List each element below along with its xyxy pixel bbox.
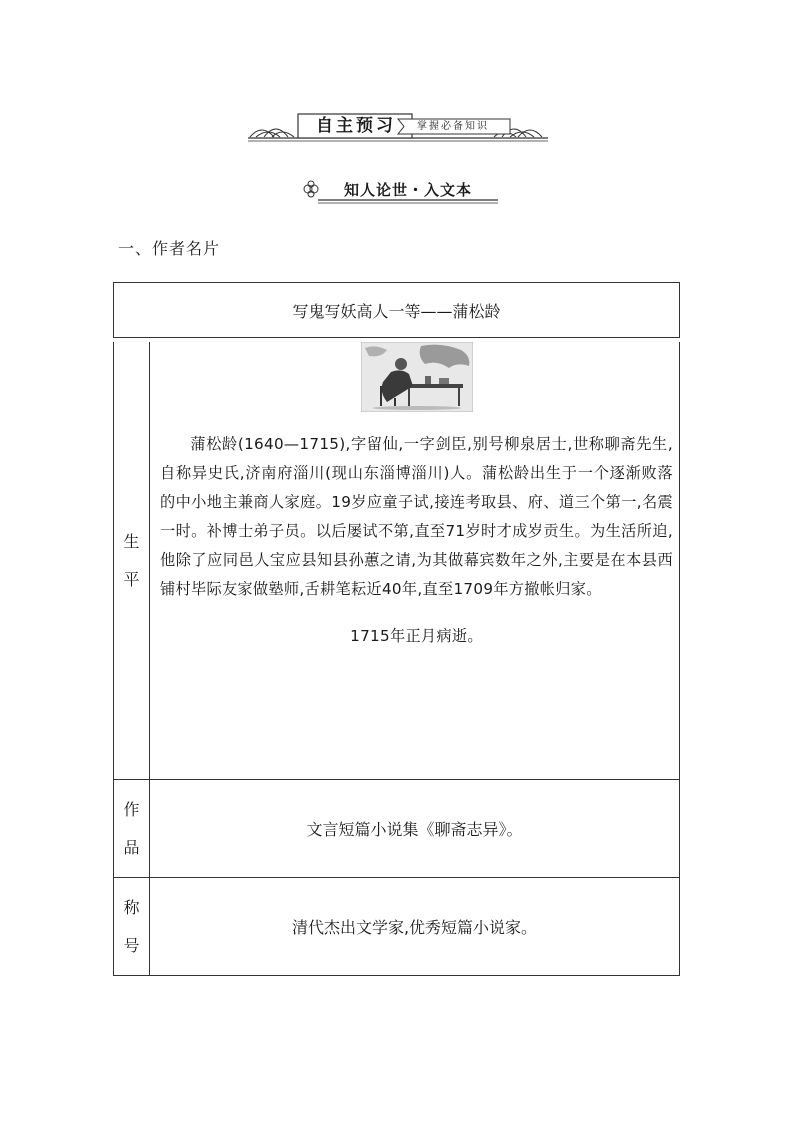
- biography-label: [114, 342, 150, 779]
- card-title: 写鬼写妖高人一等——蒲松龄: [292, 301, 501, 321]
- works-row: [113, 780, 680, 878]
- honorific-label-char-1: 称: [123, 897, 140, 917]
- honorific-label-char-2: 号: [123, 935, 140, 955]
- banner-subtitle: 掌握必备知识: [417, 121, 489, 132]
- works-content: [150, 780, 679, 876]
- heading-author-card: 一、作者名片: [118, 239, 221, 258]
- biography-row: [113, 342, 680, 780]
- honorific-text: 清代杰出文学家,优秀短篇小说家。: [291, 917, 538, 937]
- section-header: [300, 178, 500, 204]
- biography-label-char-1: 生: [123, 531, 140, 551]
- biography-last-line: 1715年正月病逝。: [350, 627, 483, 645]
- biography-label-char-2: 平: [123, 569, 140, 589]
- works-label: [114, 780, 150, 877]
- honorific-label: [114, 878, 150, 975]
- honorific-row: [113, 878, 680, 976]
- biography-text: 蒲松龄(1640—1715),字留仙,一字剑臣,别号柳泉居士,世称聊斋先生,自称异史氏,济南府淄川(现山东淄博淄川)人。蒲松龄出生于一个逐渐败落的中小地主兼商人家庭。19岁应童子试,接连考取县、府、道三个第一,名震一时。补博士弟子员。以后屡试不第,直至71岁时才成岁贡生。为生活所迫,他除了应同邑人宝应县知县孙蕙之请,为其做幕宾数年之外,主要是在本县西铺村毕际友家做塾师,舌耕笔耘近40年,直至1709年方撤帐归家。: [160, 435, 673, 598]
- honorific-content: [150, 878, 679, 974]
- biography-content: [150, 342, 679, 651]
- works-label-char-1: 作: [123, 799, 140, 819]
- author-card-table: [113, 282, 680, 976]
- section-title: 知人论世・入文本: [343, 181, 472, 199]
- works-label-char-2: 品: [123, 837, 140, 857]
- section-banner: [248, 113, 548, 143]
- author-portrait-illustration: [361, 342, 473, 412]
- card-title-row: [113, 282, 680, 338]
- works-text: 文言短篇小说集《聊斋志异》。: [306, 819, 523, 839]
- banner-title: 自主预习: [316, 116, 396, 136]
